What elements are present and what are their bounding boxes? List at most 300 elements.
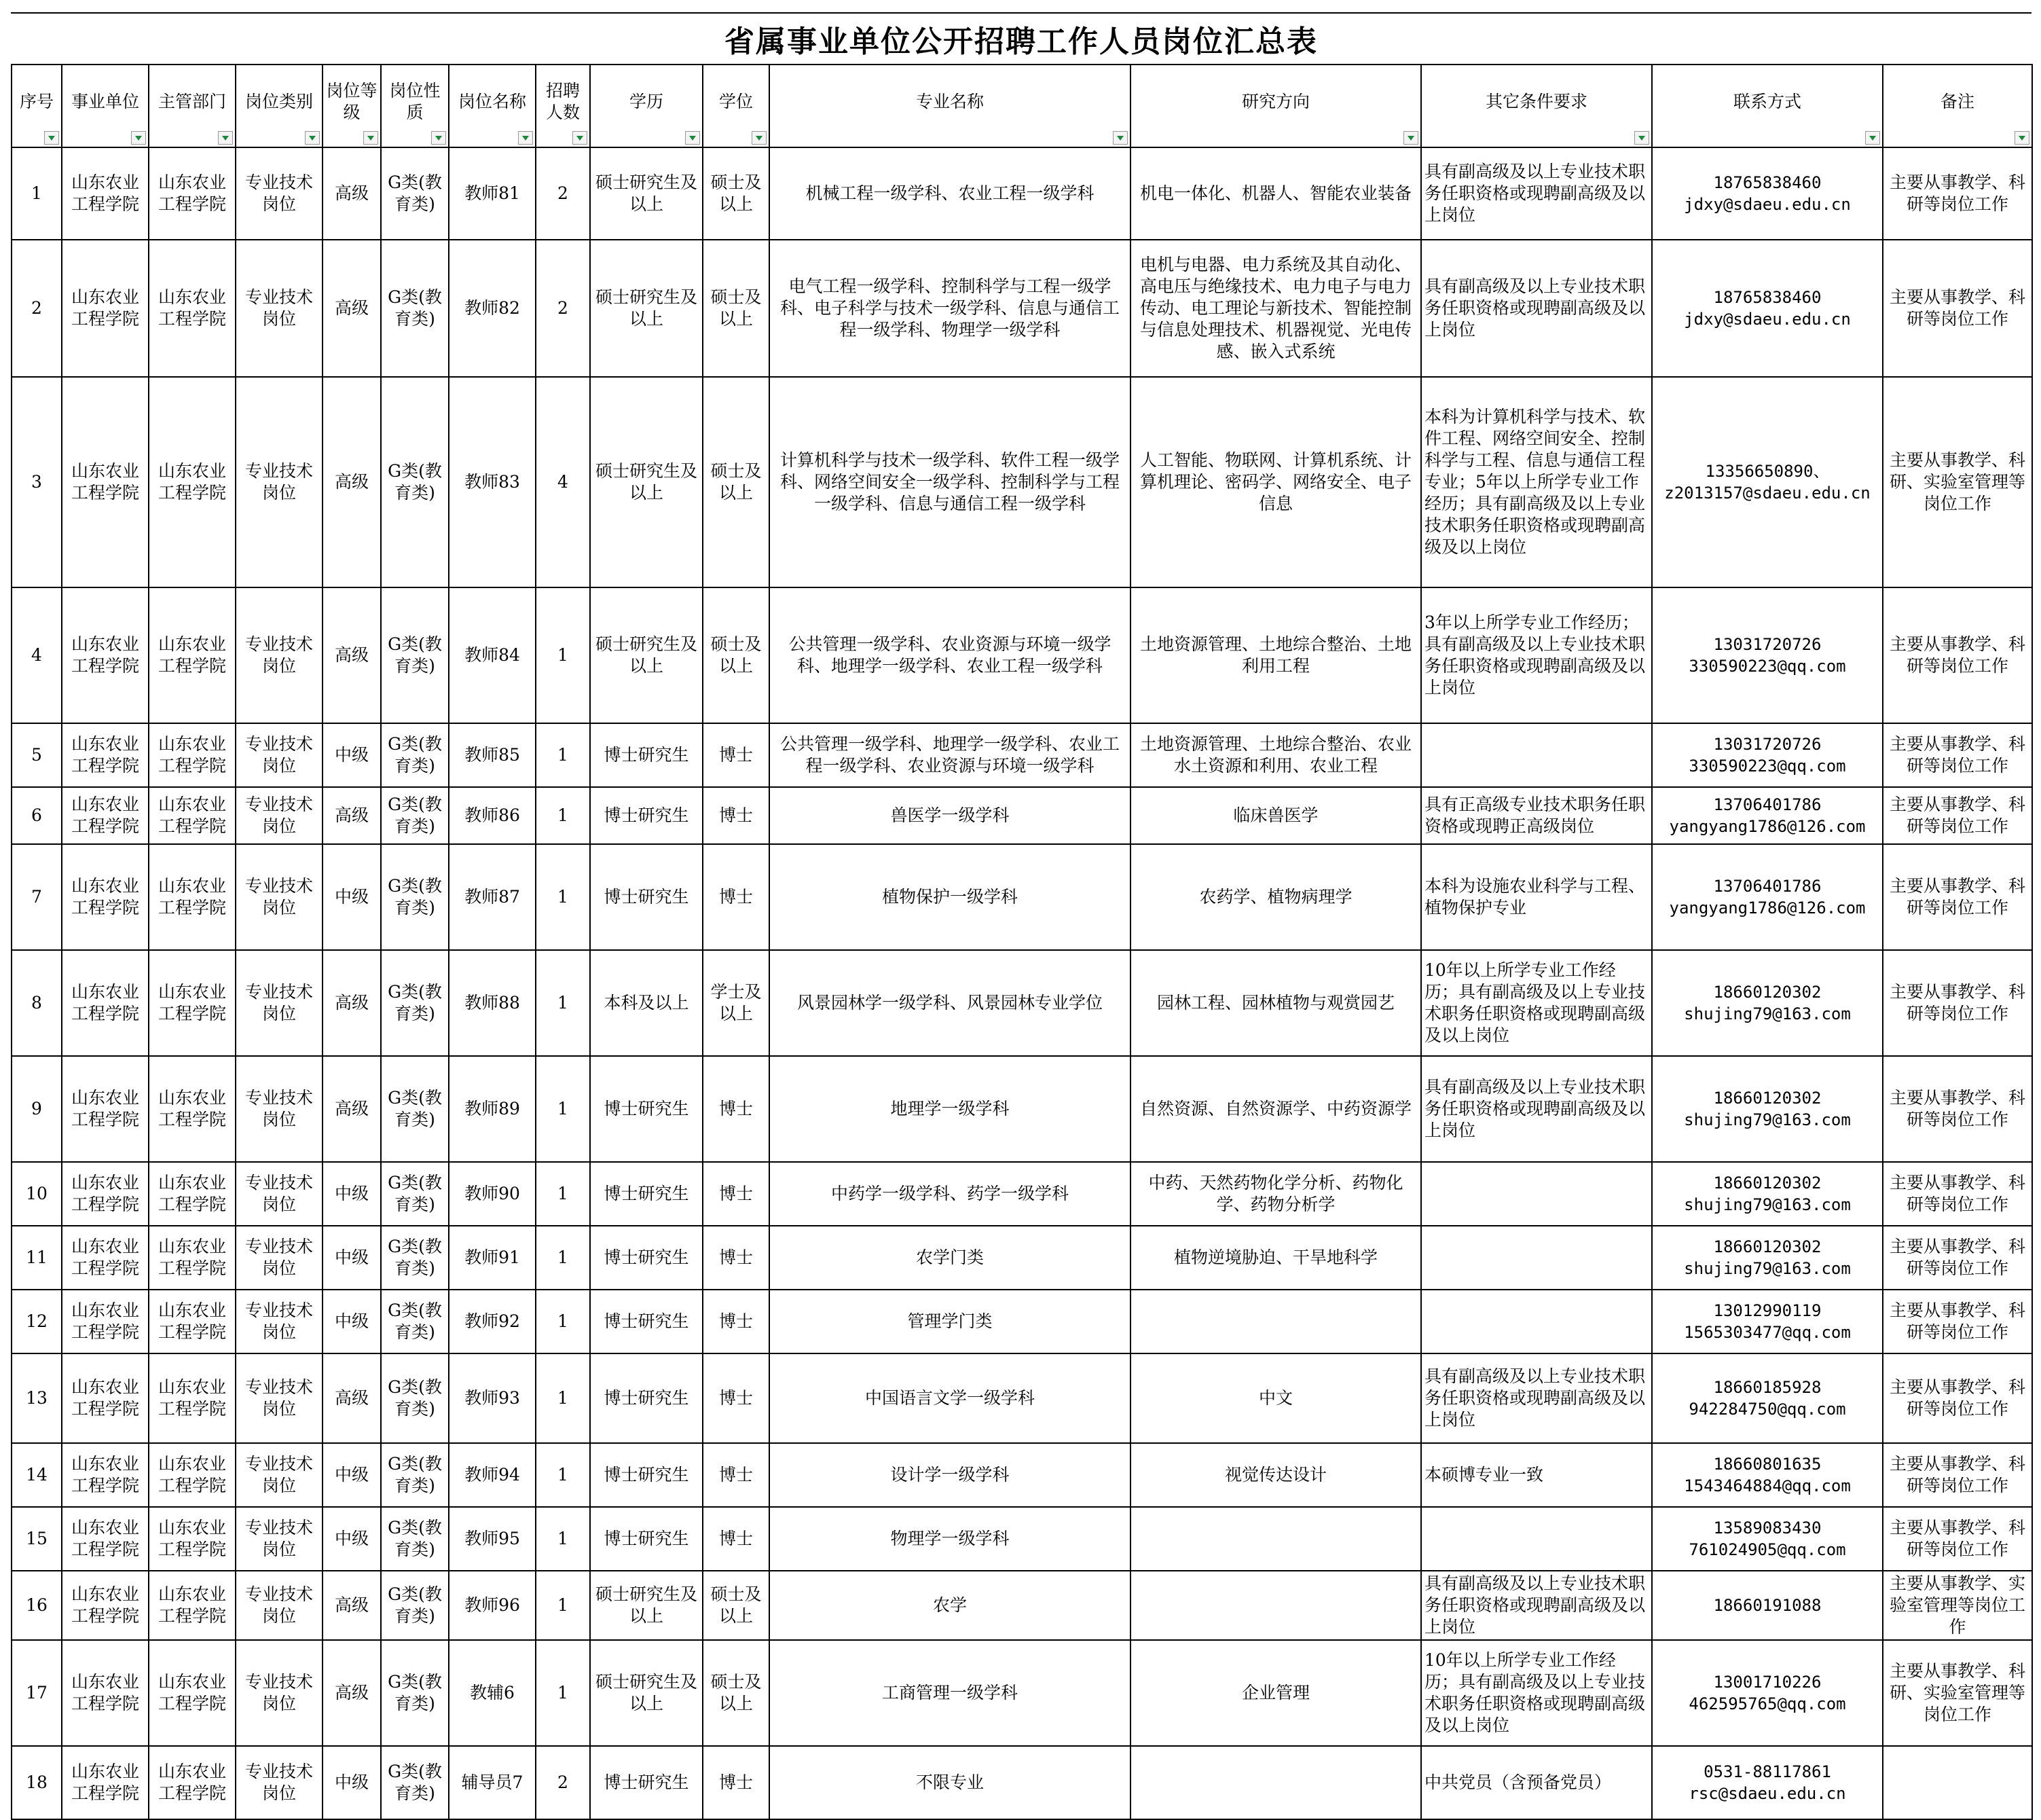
- row-number-text: 11: [26, 1248, 48, 1267]
- nature-cell-text: G类(教育类): [388, 982, 442, 1023]
- contact-email: 1565303477@qq.com: [1684, 1323, 1851, 1342]
- major-cell: [769, 377, 1130, 587]
- unit-cell: [62, 1162, 149, 1226]
- major-cell-text: 中药学一级学科、药学一级学科: [830, 1184, 1069, 1203]
- dropdown-filter-icon[interactable]: [431, 131, 446, 145]
- major-cell-text: 植物保护一级学科: [881, 887, 1018, 907]
- column-header-other: [1421, 65, 1652, 147]
- position-name-cell: [449, 240, 536, 377]
- dropdown-filter-icon[interactable]: [44, 131, 59, 145]
- research-cell-text: 人工智能、物联网、计算机系统、计算机理论、密码学、网络安全、电子信息: [1139, 450, 1412, 513]
- table-row: [12, 147, 2032, 240]
- level-cell-text: 高级: [334, 183, 369, 203]
- table-row: [12, 1746, 2032, 1819]
- position-name-cell-text: 教师83: [464, 472, 520, 492]
- row-number: [12, 587, 62, 723]
- nature-cell-text: G类(教育类): [388, 172, 442, 214]
- major-cell: [769, 787, 1130, 844]
- table-row: [12, 1443, 2032, 1507]
- nature-cell: [381, 240, 449, 377]
- category-cell-text: 专业技术岗位: [244, 1762, 313, 1803]
- major-cell-text: 电气工程一级学科、控制科学与工程一级学科、电子科学与技术一级学科、信息与通信工程一级学科、物理学一级学科: [779, 276, 1120, 340]
- table-row: [12, 1571, 2032, 1640]
- education-cell: [590, 1162, 703, 1226]
- contact-cell: [1652, 723, 1883, 787]
- unit-cell: [62, 723, 149, 787]
- contact-email: shujing79@163.com: [1684, 1195, 1851, 1214]
- count-cell: [536, 147, 590, 240]
- major-cell-text: 物理学一级学科: [890, 1529, 1010, 1548]
- unit-cell: [62, 147, 149, 240]
- remark-cell-text: 主要从事教学、科研等岗位工作: [1889, 1088, 2025, 1129]
- degree-cell-text: 博士: [718, 1184, 753, 1203]
- degree-cell-text: 学士及以上: [710, 982, 762, 1023]
- level-cell-text: 中级: [334, 887, 369, 907]
- degree-cell-text: 博士: [718, 1465, 753, 1485]
- research-cell-text: 企业管理: [1241, 1683, 1310, 1703]
- position-name-cell-text: 教师85: [464, 745, 520, 765]
- unit-cell: [62, 844, 149, 950]
- category-cell: [236, 1226, 323, 1290]
- table-row: [12, 723, 2032, 787]
- count-cell-text: 2: [557, 183, 568, 203]
- dropdown-filter-icon[interactable]: [363, 131, 378, 145]
- position-name-cell-text: 辅导员7: [461, 1772, 523, 1792]
- nature-cell-text: G类(教育类): [388, 287, 442, 329]
- nature-cell-text: G类(教育类): [388, 1377, 442, 1419]
- major-cell: [769, 1162, 1130, 1226]
- table-row: [12, 1226, 2032, 1290]
- major-cell-text: 计算机科学与技术一级学科、软件工程一级学科、网络空间安全一级学科、控制科学与工程一级学科、信息与通信工程一级学科: [779, 450, 1120, 513]
- position-name-cell-text: 教师88: [464, 993, 520, 1013]
- level-cell: [323, 1571, 381, 1640]
- contact-cell: [1652, 1507, 1883, 1571]
- research-cell: [1130, 1443, 1421, 1507]
- major-cell: [769, 1571, 1130, 1640]
- major-cell: [769, 950, 1130, 1056]
- category-cell-text: 专业技术岗位: [244, 795, 313, 836]
- degree-cell-text: 博士: [718, 1529, 753, 1548]
- nature-cell-text: G类(教育类): [388, 634, 442, 676]
- contact-phone: 13589083430: [1713, 1518, 1822, 1537]
- row-number: [12, 147, 62, 240]
- remark-cell-text: 主要从事教学、科研等岗位工作: [1889, 634, 2025, 676]
- requirements-cell: [1421, 844, 1652, 950]
- education-cell: [590, 1746, 703, 1819]
- contact-cell: [1652, 1226, 1883, 1290]
- column-header-label: 其它条件要求: [1485, 92, 1587, 111]
- column-header-level: [323, 65, 381, 147]
- contact-cell: [1652, 787, 1883, 844]
- dropdown-filter-icon[interactable]: [305, 131, 320, 145]
- research-cell-text: 土地资源管理、土地综合整治、土地利用工程: [1139, 634, 1412, 676]
- column-header-label: 事业单位: [71, 92, 139, 111]
- dept-cell-text: 山东农业工程学院: [158, 795, 226, 836]
- position-name-cell-text: 教师82: [464, 298, 520, 318]
- table-row: [12, 1353, 2032, 1443]
- research-cell-text: 中药、天然药物化学分析、药物化学、药物分析学: [1148, 1173, 1403, 1214]
- dropdown-filter-icon[interactable]: [131, 131, 146, 145]
- count-cell: [536, 1290, 590, 1353]
- level-cell-text: 高级: [334, 472, 369, 492]
- position-name-cell: [449, 1571, 536, 1640]
- remark-cell-text: 主要从事教学、科研等岗位工作: [1889, 287, 2025, 329]
- research-cell-text: 临床兽医学: [1233, 805, 1319, 825]
- requirements-cell-text: 具有副高级及以上专业技术职务任职资格或现聘副高级及以上岗位: [1424, 162, 1646, 225]
- level-cell-text: 高级: [334, 645, 369, 665]
- level-cell: [323, 844, 381, 950]
- column-header-name: [449, 65, 536, 147]
- major-cell-text: 兽医学一级学科: [890, 805, 1010, 825]
- research-cell: [1130, 1226, 1421, 1290]
- level-cell-text: 高级: [334, 1099, 369, 1118]
- category-cell: [236, 587, 323, 723]
- nature-cell-text: G类(教育类): [388, 1584, 442, 1626]
- remark-cell-text: 主要从事教学、科研、实验室管理等岗位工作: [1889, 450, 2025, 513]
- table-row: [12, 240, 2032, 377]
- count-cell-text: 1: [557, 993, 568, 1013]
- column-header-label: 专业名称: [915, 92, 984, 111]
- spreadsheet: [11, 12, 2031, 1820]
- degree-cell: [703, 1746, 769, 1819]
- contact-email: z2013157@sdaeu.edu.cn: [1664, 484, 1871, 503]
- requirements-cell-text: 3年以上所学专业工作经历；具有副高级及以上专业技术职务任职资格或现聘副高级及以上岗位: [1424, 613, 1646, 697]
- level-cell: [323, 1290, 381, 1353]
- unit-cell-text: 山东农业工程学院: [71, 1518, 139, 1559]
- column-header-label: 岗位等级: [326, 81, 378, 122]
- level-cell: [323, 147, 381, 240]
- major-cell: [769, 1353, 1130, 1443]
- count-cell-text: 2: [557, 298, 568, 318]
- contact-cell: [1652, 1162, 1883, 1226]
- contact-phone: 18765838460: [1713, 288, 1822, 307]
- column-header-label: 岗位名称: [458, 92, 526, 111]
- dept-cell: [149, 240, 236, 377]
- degree-cell: [703, 844, 769, 950]
- education-cell-text: 硕士研究生及以上: [595, 1672, 697, 1713]
- count-cell-text: 1: [557, 745, 568, 765]
- contact-email: shujing79@163.com: [1684, 1004, 1851, 1023]
- table-row: [12, 1056, 2032, 1162]
- research-cell: [1130, 950, 1421, 1056]
- contact-email: rsc@sdaeu.edu.cn: [1689, 1784, 1846, 1803]
- level-cell-text: 高级: [334, 298, 369, 318]
- nature-cell-text: G类(教育类): [388, 1173, 442, 1214]
- nature-cell-text: G类(教育类): [388, 1762, 442, 1803]
- dropdown-filter-icon[interactable]: [218, 131, 233, 145]
- column-header-seq: [12, 65, 62, 147]
- position-name-cell: [449, 723, 536, 787]
- degree-cell: [703, 723, 769, 787]
- contact-email: 330590223@qq.com: [1689, 757, 1846, 776]
- level-cell: [323, 1162, 381, 1226]
- contact-phone: 0531-88117861: [1704, 1762, 1831, 1781]
- position-name-cell-text: 教师87: [464, 887, 520, 907]
- requirements-cell: [1421, 1226, 1652, 1290]
- count-cell: [536, 1226, 590, 1290]
- row-number: [12, 1056, 62, 1162]
- category-cell-text: 专业技术岗位: [244, 1237, 313, 1278]
- dropdown-filter-icon[interactable]: [1403, 131, 1418, 145]
- degree-cell-text: 硕士及以上: [710, 287, 762, 329]
- major-cell: [769, 240, 1130, 377]
- remark-cell: [1883, 147, 2032, 240]
- nature-cell-text: G类(教育类): [388, 795, 442, 836]
- nature-cell: [381, 723, 449, 787]
- unit-cell: [62, 1226, 149, 1290]
- dept-cell: [149, 1640, 236, 1746]
- nature-cell: [381, 1226, 449, 1290]
- education-cell: [590, 950, 703, 1056]
- dept-cell: [149, 1162, 236, 1226]
- category-cell: [236, 1353, 323, 1443]
- dept-cell-text: 山东农业工程学院: [158, 1518, 226, 1559]
- unit-cell-text: 山东农业工程学院: [71, 1454, 139, 1495]
- dropdown-filter-icon[interactable]: [685, 131, 700, 145]
- level-cell-text: 高级: [334, 805, 369, 825]
- research-cell: [1130, 1290, 1421, 1353]
- requirements-cell-text: 中共党员（含预备党员）: [1424, 1772, 1612, 1792]
- contact-cell: [1652, 377, 1883, 587]
- remark-cell-text: 主要从事教学、科研等岗位工作: [1889, 1518, 2025, 1559]
- column-header-label: 序号: [19, 92, 54, 111]
- row-number: [12, 1746, 62, 1819]
- contact-cell: [1652, 587, 1883, 723]
- row-number-text: 10: [26, 1184, 48, 1203]
- level-cell: [323, 1443, 381, 1507]
- count-cell-text: 1: [557, 1595, 568, 1615]
- level-cell: [323, 950, 381, 1056]
- remark-cell: [1883, 1056, 2032, 1162]
- education-cell: [590, 1507, 703, 1571]
- education-cell-text: 硕士研究生及以上: [595, 461, 697, 503]
- row-number: [12, 1290, 62, 1353]
- category-cell-text: 专业技术岗位: [244, 1672, 313, 1713]
- degree-cell-text: 博士: [718, 745, 753, 765]
- unit-cell-text: 山东农业工程学院: [71, 982, 139, 1023]
- category-cell: [236, 147, 323, 240]
- unit-cell: [62, 377, 149, 587]
- contact-phone: 13706401786: [1713, 795, 1822, 814]
- education-cell-text: 博士研究生: [604, 745, 689, 765]
- research-cell: [1130, 587, 1421, 723]
- position-name-cell-text: 教师93: [464, 1388, 520, 1408]
- dept-cell-text: 山东农业工程学院: [158, 287, 226, 329]
- research-cell-text: 农药学、植物病理学: [1199, 887, 1353, 907]
- level-cell-text: 中级: [334, 745, 369, 765]
- dropdown-filter-icon[interactable]: [1634, 131, 1649, 145]
- remark-cell: [1883, 1290, 2032, 1353]
- nature-cell-text: G类(教育类): [388, 1088, 442, 1129]
- dept-cell: [149, 1353, 236, 1443]
- column-header-label: 岗位类别: [244, 92, 313, 111]
- education-cell: [590, 1353, 703, 1443]
- contact-email: 761024905@qq.com: [1689, 1540, 1846, 1559]
- major-cell-text: 管理学门类: [907, 1311, 993, 1331]
- contact-cell: [1652, 1056, 1883, 1162]
- dropdown-filter-icon[interactable]: [2015, 131, 2029, 145]
- column-header-edu: [590, 65, 703, 147]
- remark-cell: [1883, 723, 2032, 787]
- contact-phone: 13012990119: [1713, 1301, 1822, 1320]
- count-cell-text: 1: [557, 1388, 568, 1408]
- level-cell: [323, 587, 381, 723]
- count-cell: [536, 377, 590, 587]
- dropdown-filter-icon[interactable]: [518, 131, 533, 145]
- row-number: [12, 1443, 62, 1507]
- column-header-major: [769, 65, 1130, 147]
- row-number-text: 4: [31, 645, 42, 665]
- nature-cell-text: G类(教育类): [388, 1672, 442, 1713]
- contact-phone: 18660191088: [1713, 1596, 1822, 1615]
- research-cell: [1130, 1507, 1421, 1571]
- unit-cell: [62, 240, 149, 377]
- remark-cell-text: 主要从事教学、科研等岗位工作: [1889, 1454, 2025, 1495]
- contact-email: yangyang1786@126.com: [1669, 817, 1866, 836]
- column-header-label: 联系方式: [1733, 92, 1801, 111]
- unit-cell: [62, 1353, 149, 1443]
- education-cell-text: 博士研究生: [604, 887, 689, 907]
- count-cell: [536, 1746, 590, 1819]
- dept-cell: [149, 844, 236, 950]
- requirements-cell: [1421, 1571, 1652, 1640]
- column-header-label: 学历: [629, 92, 663, 111]
- position-name-cell-text: 教师90: [464, 1184, 520, 1203]
- contact-phone: 18660120302: [1713, 983, 1822, 1002]
- unit-cell-text: 山东农业工程学院: [71, 1237, 139, 1278]
- major-cell-text: 不限专业: [915, 1772, 984, 1792]
- row-number: [12, 787, 62, 844]
- count-cell: [536, 587, 590, 723]
- contact-cell: [1652, 1353, 1883, 1443]
- column-header-remark: [1883, 65, 2032, 147]
- dropdown-filter-icon[interactable]: [572, 131, 587, 145]
- research-cell: [1130, 723, 1421, 787]
- research-cell: [1130, 377, 1421, 587]
- degree-cell-text: 博士: [718, 1248, 753, 1267]
- dept-cell: [149, 950, 236, 1056]
- nature-cell: [381, 1162, 449, 1226]
- position-name-cell: [449, 1056, 536, 1162]
- positions-table: [11, 64, 2033, 1820]
- unit-cell: [62, 1056, 149, 1162]
- dropdown-filter-icon[interactable]: [1113, 131, 1128, 145]
- category-cell-text: 专业技术岗位: [244, 461, 313, 503]
- position-name-cell: [449, 844, 536, 950]
- row-number: [12, 377, 62, 587]
- research-cell: [1130, 1162, 1421, 1226]
- contact-phone: 18660185928: [1713, 1378, 1822, 1397]
- count-cell: [536, 240, 590, 377]
- dept-cell-text: 山东农业工程学院: [158, 1584, 226, 1626]
- contact-cell: [1652, 1290, 1883, 1353]
- row-number: [12, 1640, 62, 1746]
- contact-email: shujing79@163.com: [1684, 1110, 1851, 1129]
- dropdown-filter-icon[interactable]: [752, 131, 767, 145]
- table-row: [12, 1290, 2032, 1353]
- level-cell-text: 高级: [334, 1388, 369, 1408]
- row-number-text: 7: [31, 887, 42, 907]
- category-cell: [236, 1056, 323, 1162]
- count-cell-text: 4: [557, 472, 568, 492]
- education-cell: [590, 377, 703, 587]
- level-cell-text: 中级: [334, 1311, 369, 1331]
- count-cell-text: 1: [557, 1529, 568, 1548]
- contact-email: yangyang1786@126.com: [1669, 898, 1866, 917]
- research-cell: [1130, 1640, 1421, 1746]
- count-cell-text: 1: [557, 805, 568, 825]
- position-name-cell: [449, 1507, 536, 1571]
- unit-cell-text: 山东农业工程学院: [71, 1300, 139, 1342]
- degree-cell: [703, 587, 769, 723]
- count-cell-text: 1: [557, 1099, 568, 1118]
- research-cell-text: 土地资源管理、土地综合整治、农业水土资源和利用、农业工程: [1139, 734, 1412, 776]
- count-cell-text: 1: [557, 1311, 568, 1331]
- education-cell-text: 本科及以上: [604, 993, 689, 1013]
- position-name-cell: [449, 377, 536, 587]
- remark-cell: [1883, 1571, 2032, 1640]
- unit-cell-text: 山东农业工程学院: [71, 634, 139, 676]
- degree-cell: [703, 1640, 769, 1746]
- research-cell-text: 植物逆境胁迫、干旱地科学: [1173, 1248, 1378, 1267]
- unit-cell-text: 山东农业工程学院: [71, 1672, 139, 1713]
- dept-cell-text: 山东农业工程学院: [158, 734, 226, 776]
- major-cell-text: 农学门类: [915, 1248, 984, 1267]
- education-cell: [590, 787, 703, 844]
- requirements-cell-text: 本硕博专业一致: [1424, 1465, 1544, 1485]
- category-cell-text: 专业技术岗位: [244, 1377, 313, 1419]
- education-cell-text: 博士研究生: [604, 1311, 689, 1331]
- count-cell: [536, 1056, 590, 1162]
- category-cell-text: 专业技术岗位: [244, 1518, 313, 1559]
- nature-cell-text: G类(教育类): [388, 461, 442, 503]
- major-cell: [769, 587, 1130, 723]
- table-row: [12, 950, 2032, 1056]
- education-cell-text: 硕士研究生及以上: [595, 634, 697, 676]
- count-cell: [536, 1443, 590, 1507]
- remark-cell-text: 主要从事教学、科研等岗位工作: [1889, 1377, 2025, 1419]
- dept-cell: [149, 1226, 236, 1290]
- level-cell: [323, 377, 381, 587]
- level-cell: [323, 1353, 381, 1443]
- degree-cell: [703, 147, 769, 240]
- unit-cell-text: 山东农业工程学院: [71, 1377, 139, 1419]
- research-cell-text: 机电一体化、机器人、智能农业装备: [1139, 183, 1412, 203]
- count-cell-text: 1: [557, 1465, 568, 1485]
- dept-cell: [149, 1571, 236, 1640]
- dept-cell: [149, 147, 236, 240]
- education-cell-text: 博士研究生: [604, 1184, 689, 1203]
- major-cell: [769, 1443, 1130, 1507]
- contact-phone: 13031720726: [1713, 635, 1822, 654]
- contact-email: 330590223@qq.com: [1689, 657, 1846, 676]
- dept-cell: [149, 787, 236, 844]
- category-cell: [236, 1290, 323, 1353]
- major-cell: [769, 1746, 1130, 1819]
- level-cell-text: 中级: [334, 1772, 369, 1792]
- column-header-contact: [1652, 65, 1883, 147]
- level-cell-text: 中级: [334, 1465, 369, 1485]
- page-title: 省属事业单位公开招聘工作人员岗位汇总表: [724, 24, 1318, 59]
- requirements-cell: [1421, 1162, 1652, 1226]
- education-cell-text: 博士研究生: [604, 1529, 689, 1548]
- requirements-cell: [1421, 1056, 1652, 1162]
- major-cell-text: 地理学一级学科: [890, 1099, 1010, 1118]
- requirements-cell-text: 具有正高级专业技术职务任职资格或现聘正高级岗位: [1424, 795, 1646, 836]
- major-cell-text: 农学: [932, 1595, 967, 1615]
- degree-cell: [703, 1507, 769, 1571]
- dropdown-filter-icon[interactable]: [1865, 131, 1880, 145]
